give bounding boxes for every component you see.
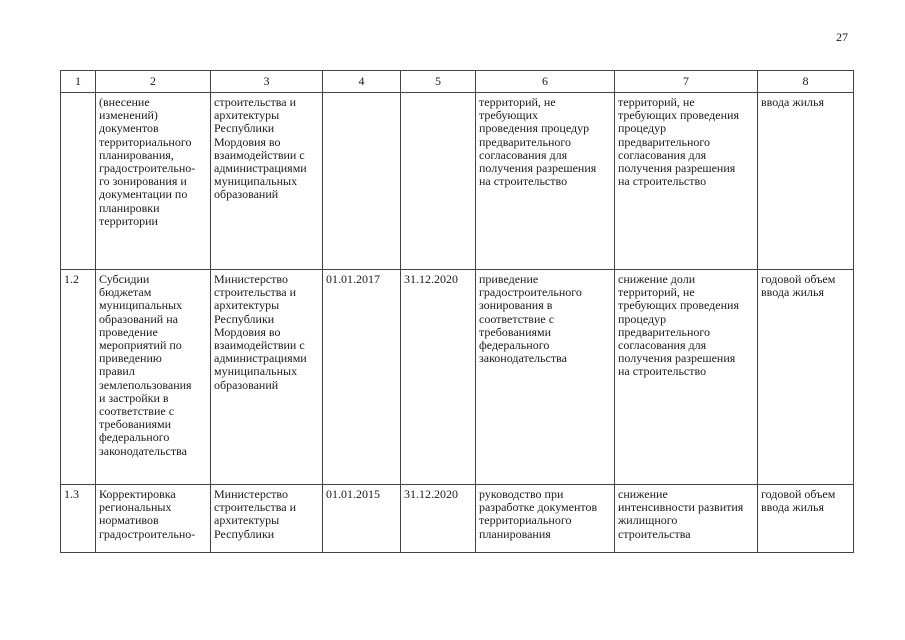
activity-name: Субсидии бюджетам муниципальных образований на проведение мероприятий по приведению правил землепользования и застройки в соответствие с требованиями федерального законодательства [99,272,192,458]
column-header-2: 2 [96,71,211,93]
indicator-link: годовой объем ввода жилья [761,487,836,515]
expected-result: приведение градостроительного зонирования в соответствие с требованиями федерального законодательства [479,272,582,366]
start-date-cell [323,485,401,553]
consequences-cell [615,270,758,485]
start-date-cell [323,93,401,270]
program-activities-table [60,70,854,553]
indicator-link-cell [758,270,854,485]
responsible-cell [211,485,323,553]
activity-name-cell [96,93,211,270]
end-date-cell [401,485,476,553]
row-number-cell [61,93,96,270]
column-header-7: 7 [615,71,758,93]
end-date-cell [401,270,476,485]
responsible-executor: Министерство строительства и архитектуры Республики [214,487,296,541]
indicator-link: годовой объем ввода жилья [761,272,836,300]
end-date: 31.12.2020 [404,272,458,286]
row-number-cell [61,270,96,485]
consequences-cell [615,485,758,553]
indicator-link-cell [758,485,854,553]
column-header-6: 6 [476,71,615,93]
indicator-link-cell [758,93,854,270]
page-number: 27 [836,30,848,44]
table-row [61,485,854,553]
activity-name: (внесение изменений) документов территориального планирования, градостроительно- го зонирования и документации по планировки территории [99,95,196,228]
row-number-cell [61,485,96,553]
expected-result: территорий, не требующих проведения процедур предварительного согласования для получения разрешения на строительство [479,95,597,189]
responsible-executor: строительства и архитектуры Республики Мордовия во взаимодействии с администрациями муниципальных образований [214,95,307,202]
end-date: 31.12.2020 [404,487,458,501]
table-row [61,270,854,485]
expected-result: руководство при разработке документов территориального планирования [479,487,598,541]
column-header-4: 4 [323,71,401,93]
expected-result-cell [476,270,615,485]
column-header-1: 1 [61,71,96,93]
row-number: 1.2 [64,272,79,286]
start-date: 01.01.2015 [326,487,380,501]
consequences-cell [615,93,758,270]
consequences: территорий, не требующих проведения процедур предварительного согласования для получения разрешения на строительство [618,95,739,189]
column-header-3: 3 [211,71,323,93]
table-row [61,93,854,270]
expected-result-cell [476,485,615,553]
activity-name-cell [96,485,211,553]
responsible-cell [211,270,323,485]
responsible-cell [211,93,323,270]
table-header-row [61,71,854,93]
start-date-cell [323,270,401,485]
row-number: 1.3 [64,487,79,501]
end-date-cell [401,93,476,270]
responsible-executor: Министерство строительства и архитектуры Республики Мордовия во взаимодействии с администрациями муниципальных образований [214,272,307,392]
consequences: снижение доли территорий, не требующих проведения процедур предварительного согласования для получения разрешения на строительство [618,272,739,379]
consequences: снижение интенсивности развития жилищного строительства [618,487,744,541]
activity-name: Корректировка региональных нормативов градостроительно- [99,487,196,541]
column-header-5: 5 [401,71,476,93]
start-date: 01.01.2017 [326,272,380,286]
indicator-link: ввода жилья [761,95,825,109]
activity-name-cell [96,270,211,485]
expected-result-cell [476,93,615,270]
column-header-8: 8 [758,71,854,93]
